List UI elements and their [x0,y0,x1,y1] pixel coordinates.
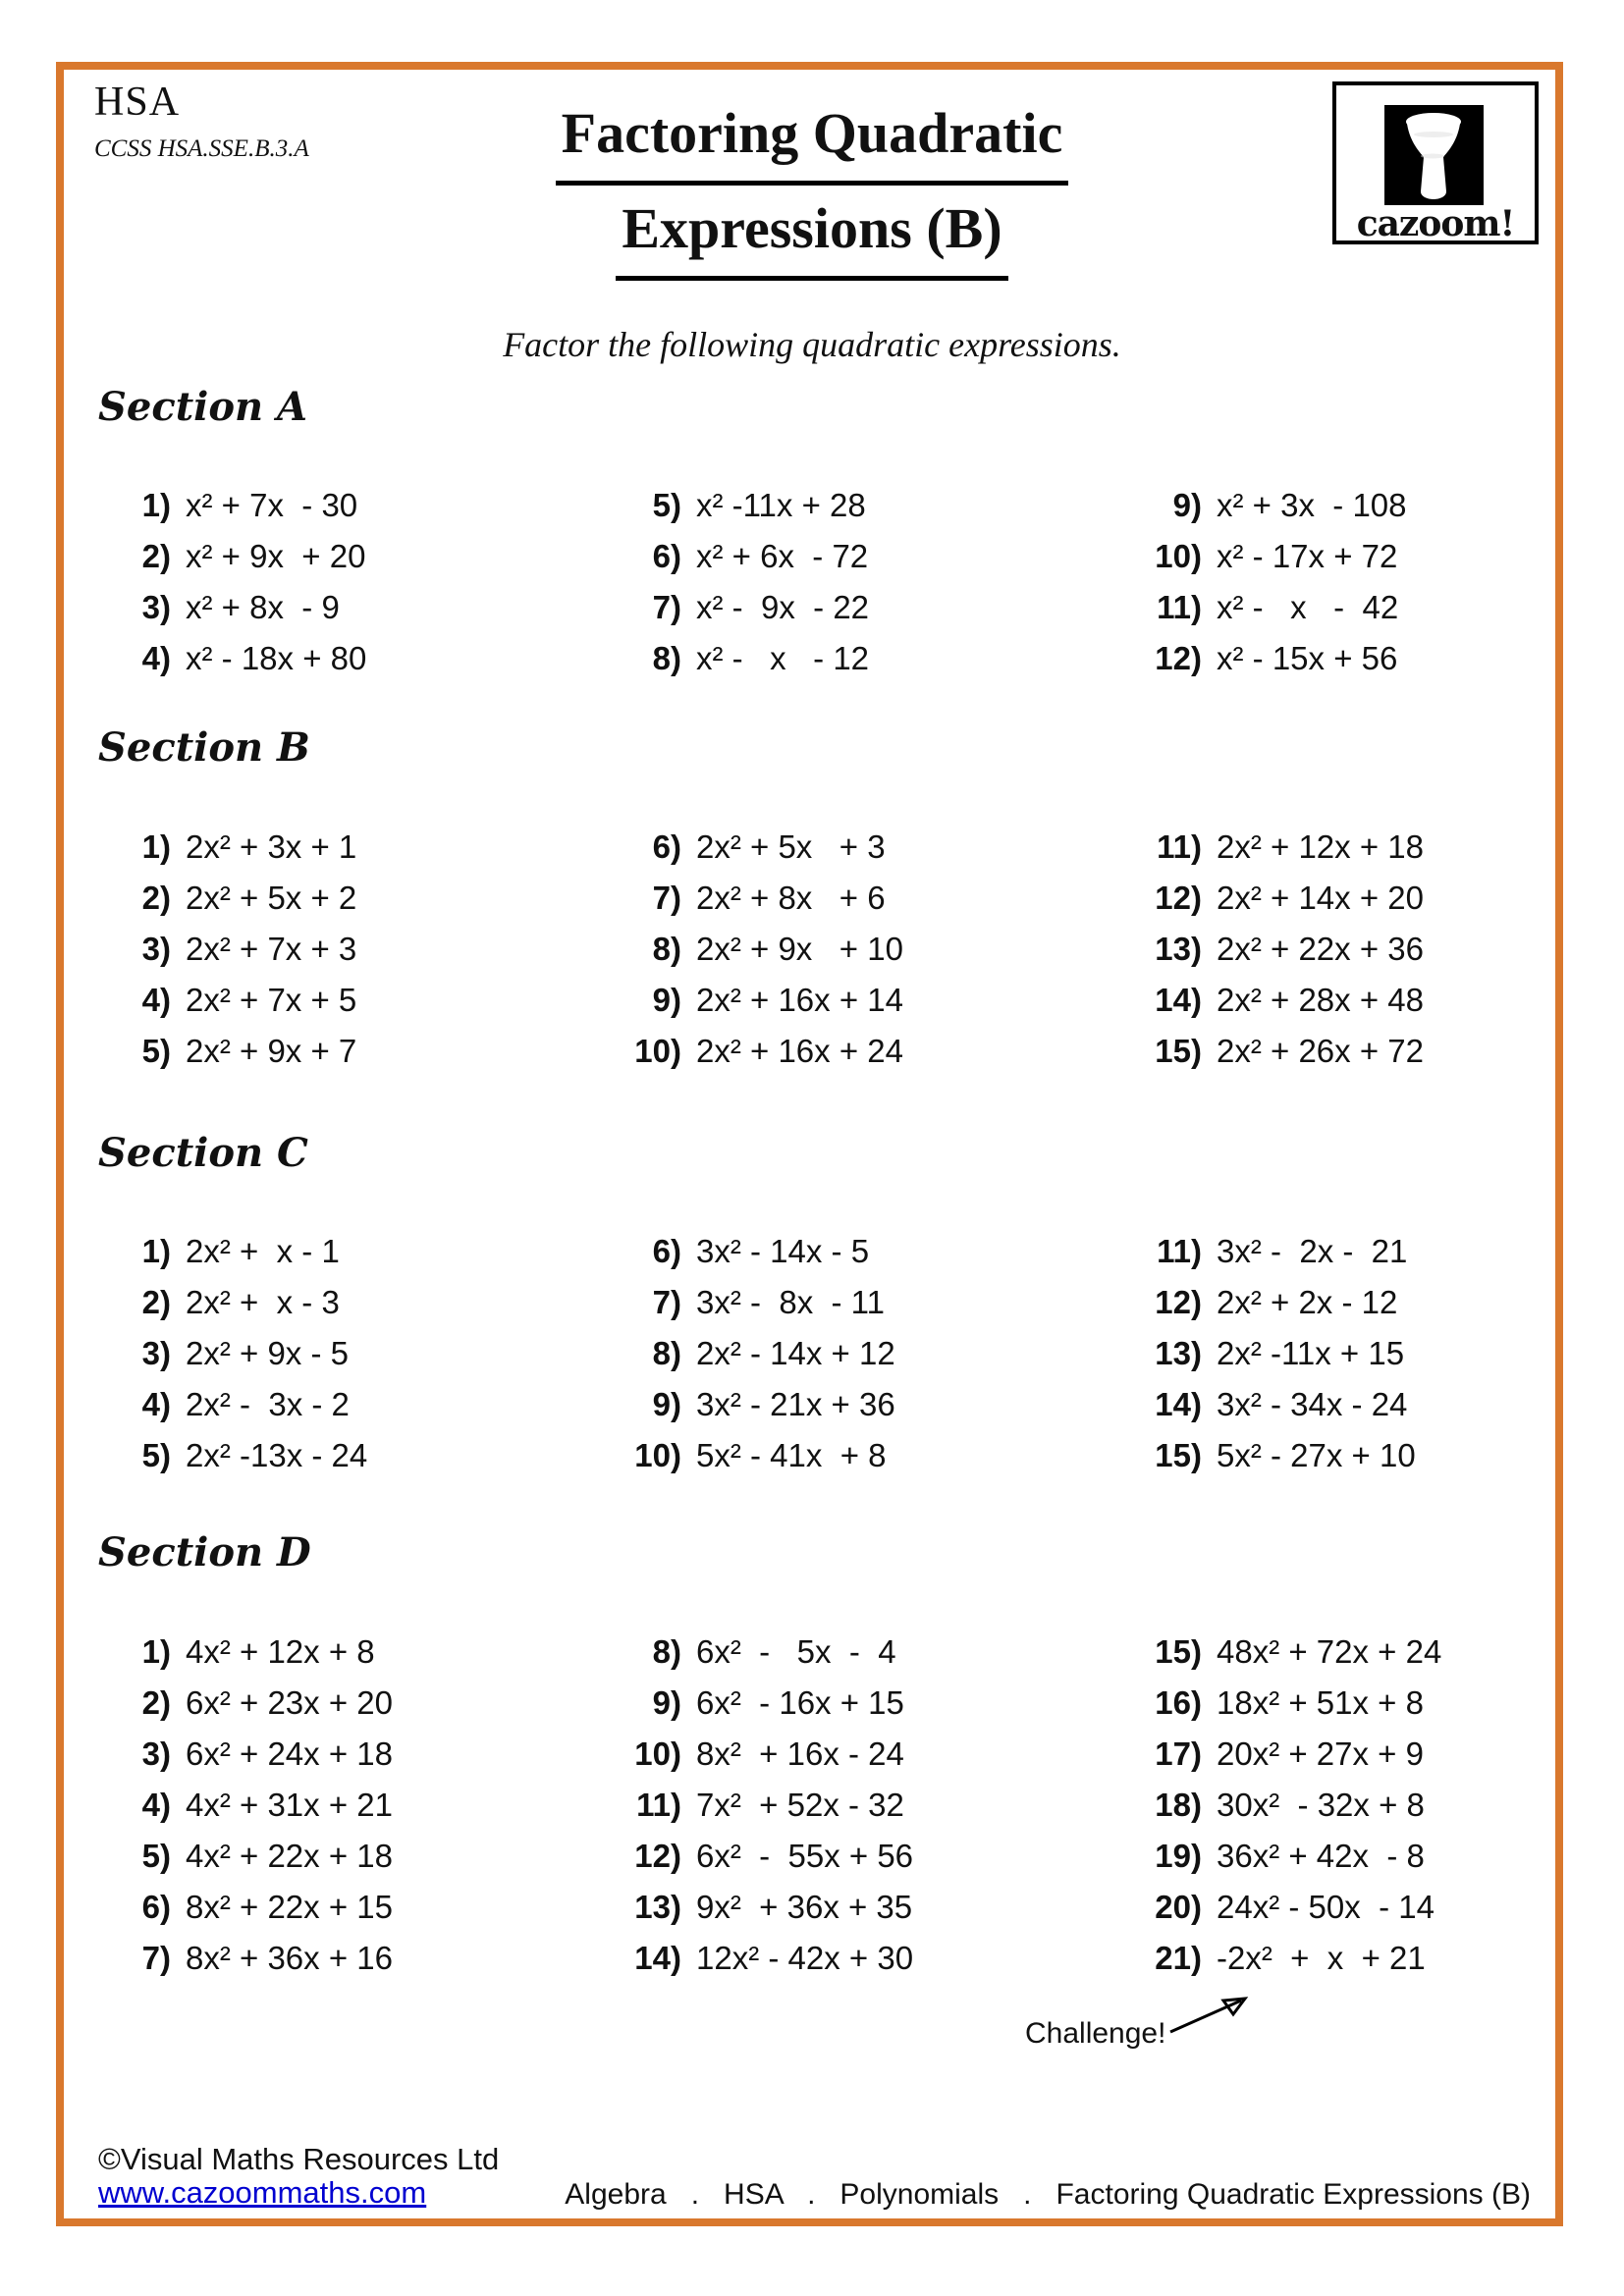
problem-expression: 6x² + 24x + 18 [186,1735,393,1772]
problem-expression: -2x² + x + 21 [1217,1940,1426,1976]
problem-expression: 6x² - 5x - 4 [696,1633,896,1670]
djembe-drum-icon [1384,105,1484,205]
column [1119,480,1615,684]
problem-expression: 2x² -13x - 24 [186,1437,368,1473]
problem-number: 2) [141,1284,171,1320]
problem [1119,531,1615,582]
problem-expression: 4x² + 22x + 18 [186,1838,393,1874]
problem [1119,924,1615,975]
problem-expression: 2x² + 16x + 14 [696,982,903,1018]
problem-number: 3) [141,1335,171,1371]
problem-expression: 2x² + x - 1 [186,1233,340,1269]
problem [88,1831,584,1882]
title-line-1: Factoring Quadratic [556,90,1069,186]
section-d-heading: Section D [98,1529,311,1575]
problem-number: 12) [1155,880,1202,916]
problem [88,1882,584,1933]
problem-number: 13) [1155,931,1202,967]
problem-expression: 48x² + 72x + 24 [1217,1633,1442,1670]
section-b-heading: Section B [98,724,310,771]
problem-expression: 2x² + 5x + 2 [186,880,357,916]
problem [88,480,584,531]
problem [88,873,584,924]
problem [1119,1933,1615,1984]
problem-number: 12) [1155,1284,1202,1320]
column [88,480,584,684]
problem-expression: 20x² + 27x + 9 [1217,1735,1424,1772]
problem [1119,1328,1615,1379]
problem-expression: 6x² + 23x + 20 [186,1684,393,1721]
problem [599,1780,1095,1831]
ccss-standard: CCSS HSA.SSE.B.3.A [94,135,309,162]
problem [1119,480,1615,531]
problem [1119,1882,1615,1933]
problem-number: 6) [652,1233,681,1269]
problem-number: 7) [652,1284,681,1320]
problem-number: 1) [141,1233,171,1269]
problem-number: 11) [636,1787,681,1823]
problem-number: 6) [652,538,681,574]
section-c-heading: Section C [98,1130,308,1176]
problem-number: 19) [1155,1838,1202,1874]
problem-number: 3) [141,589,171,625]
problem-expression: 2x² + 28x + 48 [1217,982,1424,1018]
problem-number: 5) [141,1033,171,1069]
section-a-heading: Section A [98,384,308,430]
problem-number: 9) [652,1684,681,1721]
problem [88,1277,584,1328]
problem-number: 15) [1155,1437,1202,1473]
problem [599,633,1095,684]
problem [1119,1430,1615,1481]
problem [88,822,584,873]
problem [1119,873,1615,924]
column [599,1226,1095,1481]
problem [1119,1226,1615,1277]
problem [599,975,1095,1026]
problem-number: 10) [634,1437,681,1473]
problem-expression: 6x² - 16x + 15 [696,1684,904,1721]
problem-number: 8) [652,931,681,967]
problem-number: 18) [1155,1787,1202,1823]
problem-expression: 2x² + 22x + 36 [1217,931,1424,967]
problem-expression: x² - 18x + 80 [186,640,367,676]
problem-number: 7) [652,589,681,625]
problem-expression: 2x² + 14x + 20 [1217,880,1424,916]
column [599,1627,1095,1984]
problem [599,1729,1095,1780]
problem-number: 3) [141,931,171,967]
problem [88,1627,584,1678]
problem [88,633,584,684]
title-line-2: Expressions (B) [616,186,1007,281]
problem [599,531,1095,582]
challenge-label: Challenge! [1025,2017,1166,2050]
problem-number: 4) [141,1787,171,1823]
worksheet-instruction: Factor the following quadratic expressions. [503,325,1121,364]
problem-number: 10) [634,1735,681,1772]
problem-expression: 4x² + 12x + 8 [186,1633,375,1670]
problem-expression: x² - 9x - 22 [696,589,870,625]
problem-number: 11) [1157,828,1202,865]
problem-expression: 2x² + 9x + 7 [186,1033,357,1069]
problem [1119,633,1615,684]
problem-expression: x² + 7x - 30 [186,487,358,523]
problem [88,1328,584,1379]
problem [599,1226,1095,1277]
problem-number: 8) [652,1633,681,1670]
problem-expression: 2x² + 9x + 10 [696,931,903,967]
course-code: HSA [94,80,181,125]
problem [599,1379,1095,1430]
problem-expression: x² + 3x - 108 [1217,487,1407,523]
problem-number: 15) [1155,1033,1202,1069]
problem-number: 17) [1155,1735,1202,1772]
problem [599,1430,1095,1481]
column [599,480,1095,684]
column [1119,1226,1615,1481]
problem [1119,975,1615,1026]
column [599,822,1095,1077]
problem-expression: 2x² + 8x + 6 [696,880,886,916]
problem [599,1882,1095,1933]
column [88,1226,584,1481]
problem [1119,1026,1615,1077]
problem-expression: 3x² - 2x - 21 [1217,1233,1408,1269]
problem-number: 9) [652,982,681,1018]
problem [88,1933,584,1984]
problem [88,1226,584,1277]
problem-number: 5) [141,1838,171,1874]
problem [88,1430,584,1481]
problem-expression: 30x² - 32x + 8 [1217,1787,1425,1823]
problem-expression: 5x² - 41x + 8 [696,1437,887,1473]
problem-expression: 2x² + 16x + 24 [696,1033,903,1069]
problem-number: 5) [652,487,681,523]
problem [599,1026,1095,1077]
problem-number: 1) [141,828,171,865]
problem [1119,1729,1615,1780]
problem-expression: 2x² + 12x + 18 [1217,828,1424,865]
problem-expression: 2x² + 7x + 5 [186,982,357,1018]
problem-number: 9) [1172,487,1202,523]
problem-number: 12) [1155,640,1202,676]
problem-expression: 36x² + 42x - 8 [1217,1838,1425,1874]
problem-number: 2) [141,880,171,916]
problem-number: 2) [141,1684,171,1721]
problem-expression: 3x² - 14x - 5 [696,1233,870,1269]
problem-number: 16) [1155,1684,1202,1721]
problem-number: 10) [634,1033,681,1069]
problem-number: 5) [141,1437,171,1473]
logo-wordmark: cazoom! [1356,203,1515,244]
problem-number: 1) [141,1633,171,1670]
problem [1119,1277,1615,1328]
problem [1119,1627,1615,1678]
problem-expression: x² - 15x + 56 [1217,640,1398,676]
problem-expression: x² + 9x + 20 [186,538,366,574]
problem-expression: 18x² + 51x + 8 [1217,1684,1424,1721]
problem-number: 21) [1155,1940,1202,1976]
problem-number: 13) [634,1889,681,1925]
problem-number: 8) [652,1335,681,1371]
problem-number: 12) [634,1838,681,1874]
problem [1119,1831,1615,1882]
problem [599,582,1095,633]
column [88,1627,584,1984]
problem-number: 9) [652,1386,681,1422]
problem-expression: 8x² + 16x - 24 [696,1735,904,1772]
cazoom-logo [1332,81,1539,244]
problem-expression: 24x² - 50x - 14 [1217,1889,1435,1925]
problem-expression: 2x² + 2x - 12 [1217,1284,1398,1320]
problem-number: 10) [1155,538,1202,574]
problem-expression: 2x² + 26x + 72 [1217,1033,1424,1069]
problem-expression: 3x² - 21x + 36 [696,1386,895,1422]
problem-expression: 8x² + 22x + 15 [186,1889,393,1925]
problem-expression: 4x² + 31x + 21 [186,1787,393,1823]
problem [88,1678,584,1729]
problem-expression: 7x² + 52x - 32 [696,1787,904,1823]
problem [599,1627,1095,1678]
problem-number: 2) [141,538,171,574]
problem-number: 8) [652,640,681,676]
problem-expression: 5x² - 27x + 10 [1217,1437,1416,1473]
problem-number: 14) [634,1940,681,1976]
problem-expression: 2x² -11x + 15 [1217,1335,1405,1371]
problem-number: 14) [1155,1386,1202,1422]
problem [599,1831,1095,1882]
problem [599,924,1095,975]
problem [88,531,584,582]
problem-expression: 9x² + 36x + 35 [696,1889,913,1925]
problem-expression: 6x² - 55x + 56 [696,1838,914,1874]
breadcrumb: Algebra . HSA . Polynomials . Factoring Quadratic Expressions (B) [565,2178,1531,2211]
website-link[interactable]: www.cazoommaths.com [98,2175,427,2210]
problem-expression: 8x² + 36x + 16 [186,1940,393,1976]
problem-expression: 12x² - 42x + 30 [696,1940,914,1976]
problem [1119,1379,1615,1430]
problem [88,975,584,1026]
problem-number: 1) [141,487,171,523]
problem-number: 11) [1157,589,1202,625]
problem [1119,582,1615,633]
problem-number: 4) [141,1386,171,1422]
problem-expression: 3x² - 34x - 24 [1217,1386,1408,1422]
problem-number: 6) [141,1889,171,1925]
problem-expression: x² - x - 12 [696,640,870,676]
problem-number: 7) [652,880,681,916]
problem-number: 7) [141,1940,171,1976]
problem-number: 3) [141,1735,171,1772]
problem [1119,822,1615,873]
problem [1119,1780,1615,1831]
problem-number: 11) [1157,1233,1202,1269]
problem-number: 20) [1155,1889,1202,1925]
problem [88,1729,584,1780]
problem-expression: 2x² + 3x + 1 [186,828,357,865]
problem [599,1277,1095,1328]
problem [88,1026,584,1077]
problem-expression: x² - 17x + 72 [1217,538,1398,574]
column [1119,1627,1615,1984]
problem [599,1933,1095,1984]
problem-expression: 2x² + 5x + 3 [696,828,886,865]
problem [88,1780,584,1831]
column [1119,822,1615,1077]
problem-expression: x² -11x + 28 [696,487,866,523]
problem-expression: 2x² - 14x + 12 [696,1335,895,1371]
problem [88,1379,584,1430]
problem [88,582,584,633]
problem [599,873,1095,924]
problem-expression: x² + 8x - 9 [186,589,340,625]
problem-number: 4) [141,982,171,1018]
problem-number: 14) [1155,982,1202,1018]
problem-number: 4) [141,640,171,676]
problem [599,1678,1095,1729]
problem-expression: 2x² + 7x + 3 [186,931,357,967]
problem-number: 13) [1155,1335,1202,1371]
arrow-up-right-icon [1168,1989,1251,2038]
problem-expression: 2x² + x - 3 [186,1284,340,1320]
problem-expression: 2x² - 3x - 2 [186,1386,350,1422]
column [88,822,584,1077]
problem [599,480,1095,531]
copyright-text: ©Visual Maths Resources Ltd [98,2142,500,2176]
problem-number: 6) [652,828,681,865]
problem-expression: 2x² + 9x - 5 [186,1335,349,1371]
problem-expression: x² + 6x - 72 [696,538,869,574]
problem [599,1328,1095,1379]
problem-number: 15) [1155,1633,1202,1670]
problem [599,822,1095,873]
problem-expression: 3x² - 8x - 11 [696,1284,885,1320]
problem-expression: x² - x - 42 [1217,589,1399,625]
problem [88,924,584,975]
problem [1119,1678,1615,1729]
